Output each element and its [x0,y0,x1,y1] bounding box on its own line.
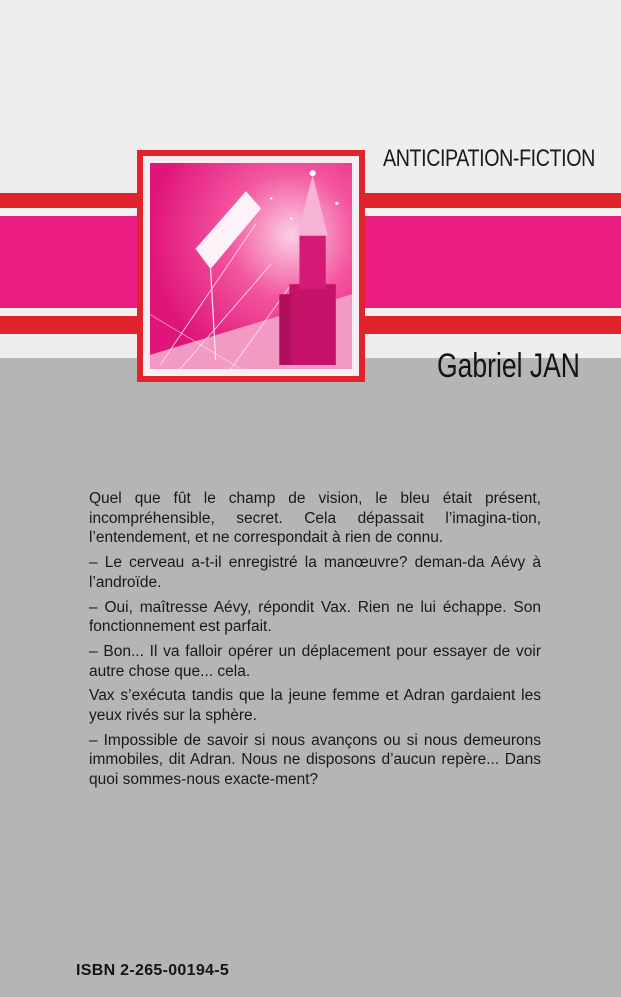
art-side-tower [279,294,291,365]
author-name: Gabriel JAN [437,347,580,385]
blurb-paragraph: – Bon... Il va falloir opérer un déplacement pour essayer de voir autre chose que... cela. [89,642,541,680]
art-spark-2 [270,197,272,199]
cover-art-frame [137,150,365,382]
art-star [310,170,316,176]
art-spark-1 [335,202,338,205]
blurb-paragraph: – Oui, maîtresse Aévy, répondit Vax. Rien ne lui échappe. Son fonctionnement est parfait. [89,598,541,636]
collection-title: ANTICIPATION-FICTION [383,145,595,172]
tower-flag-illustration [150,163,352,369]
blurb-paragraph: – Impossible de savoir si nous avançons ou si nous demeurons immobiles, dit Adran. Nous ne disposons d’aucun repère... Dans quoi sommes-nous exacte-ment? [89,731,541,789]
blurb-text [89,489,541,795]
art-tower-mid [299,234,325,290]
art-spark-3 [290,217,292,219]
isbn-number: ISBN 2-265-00194-5 [76,962,230,979]
blurb-paragraph: Vax s’exécuta tandis que la jeune femme et Adran gardaient les yeux rivés sur la sphère. [89,687,541,725]
art-tower-base [289,284,335,365]
cover-art-mat [143,156,359,376]
blurb-paragraph: Quel que fût le champ de vision, le bleu était présent, incompréhensible, secret. Cela dépassait l’imagina-tion, l’entendement, et ne correspondait à rien de connu. [89,490,541,547]
blurb-paragraph: – Le cerveau a-t-il enregistré la manœuvre? deman-da Aévy à l’androïde. [89,554,541,591]
